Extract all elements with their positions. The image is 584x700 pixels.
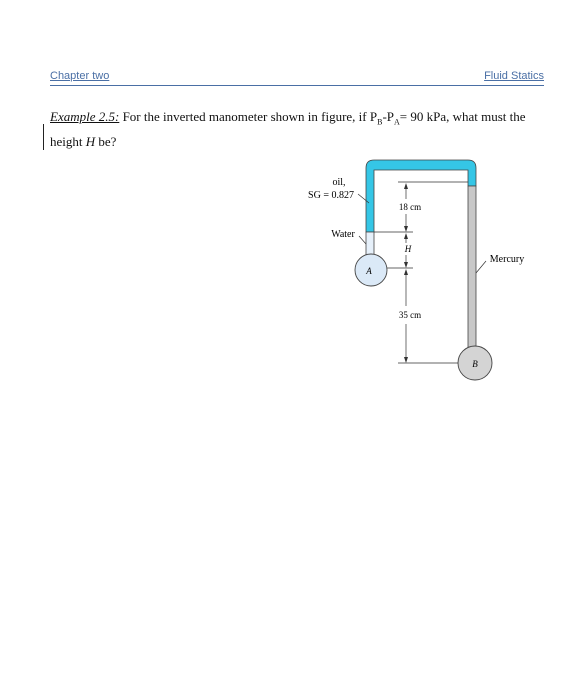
- mercury-column: [468, 186, 476, 352]
- dim-18-arrow-bottom: [404, 226, 408, 232]
- dim-h-arrow-bottom: [404, 262, 408, 268]
- mercury-label: Mercury: [489, 254, 525, 265]
- problem-text-1: For the inverted manometer shown in figure, if P: [119, 109, 378, 124]
- oil-column: [366, 160, 476, 232]
- point-a-label: A: [366, 266, 372, 276]
- dim-35-label: 35 cm: [398, 310, 422, 320]
- example-label: Example 2.5:: [50, 109, 120, 124]
- mercury-leader: [476, 261, 486, 273]
- oil-label: oil,: [332, 177, 346, 188]
- subscript-a: A: [394, 117, 400, 127]
- dim-18-arrow-top: [404, 183, 408, 189]
- dim-35-arrow-bottom: [404, 357, 408, 363]
- section-title: Fluid Statics: [484, 70, 544, 82]
- height-variable: H: [85, 133, 96, 149]
- dim-18-label: 18 cm: [398, 202, 422, 212]
- water-column: [366, 232, 374, 256]
- water-label: Water: [331, 229, 355, 240]
- subscript-b: B: [377, 117, 383, 127]
- point-b-label: B: [472, 359, 478, 369]
- problem-text-3: be?: [95, 133, 117, 149]
- problem-text-2: = 90 kPa, what must the height: [50, 109, 526, 149]
- dim-h-label: H: [404, 244, 412, 254]
- problem-minus: -P: [382, 109, 394, 124]
- chapter-title: Chapter two: [50, 70, 110, 82]
- oil-sg-label: SG = 0.827: [308, 190, 354, 201]
- water-leader: [359, 236, 366, 244]
